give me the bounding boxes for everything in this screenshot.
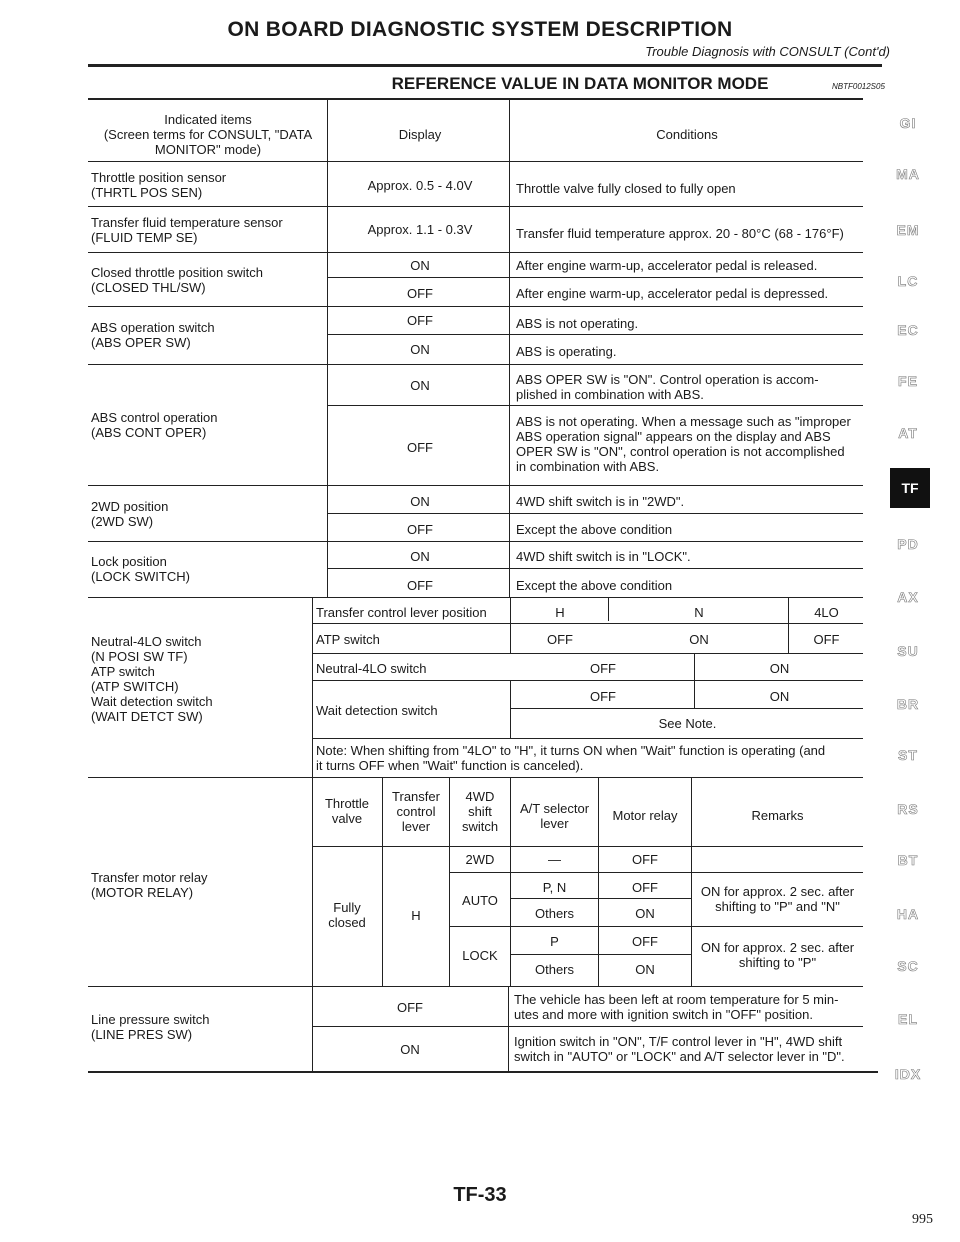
- item-abscont: ABS control operation (ABS CONT OPER): [91, 410, 218, 440]
- display-abscont-on: ON: [410, 378, 430, 393]
- motor-auto-pn-relay: OFF: [632, 880, 658, 895]
- cond-2wd-off: Except the above condition: [516, 522, 673, 537]
- section-title: REFERENCE VALUE IN DATA MONITOR MODE: [391, 74, 769, 93]
- tab-ha[interactable]: HA: [896, 906, 920, 922]
- motor-lock-p-relay: OFF: [632, 934, 658, 949]
- motor-auto: AUTO: [462, 893, 498, 908]
- wait-4lo: ON: [769, 689, 790, 704]
- motor-auto-pn: P, N: [542, 880, 567, 895]
- motor-2wd-at: —: [548, 852, 561, 867]
- motor-2wd: 2WD: [465, 852, 495, 867]
- cond-lock-on: 4WD shift switch is in "LOCK".: [516, 549, 691, 564]
- tab-ma[interactable]: MA: [896, 166, 920, 182]
- motor-2wd-relay: OFF: [632, 852, 658, 867]
- tab-fe[interactable]: FE: [898, 373, 918, 389]
- display-lock-off: OFF: [407, 578, 433, 593]
- cond-thrtl: Throttle valve fully closed to fully open: [516, 181, 736, 196]
- table-top-rule: [88, 98, 863, 100]
- atp-h: OFF: [547, 632, 573, 647]
- cond-lock-off: Except the above condition: [516, 578, 673, 593]
- atp-label: ATP switch: [316, 632, 380, 647]
- item-fluid: Transfer fluid temperature sensor (FLUID TEMP SE): [91, 215, 283, 245]
- motor-h-tcl: Transfer control lever: [392, 789, 440, 834]
- tclp-n: N: [694, 605, 704, 620]
- motor-lock-remark: ON for approx. 2 sec. after shifting to "P": [700, 940, 855, 970]
- tab-ec[interactable]: EC: [897, 322, 919, 338]
- header-conditions: Conditions: [656, 127, 718, 142]
- tab-idx[interactable]: IDX: [894, 1066, 922, 1082]
- tab-br[interactable]: BR: [896, 696, 920, 712]
- display-2wd-on: ON: [410, 494, 430, 509]
- section-code: NBTF0012S05: [832, 82, 885, 91]
- cond-2wd-on: 4WD shift switch is in "2WD".: [516, 494, 685, 509]
- item-closed: Closed throttle position switch (CLOSED THL/SW): [91, 265, 263, 295]
- motor-h-relay: Motor relay: [612, 808, 678, 823]
- tab-el[interactable]: EL: [898, 1011, 918, 1027]
- nsw-label: Neutral-4LO switch: [316, 661, 427, 676]
- motor-tcl: H: [411, 908, 421, 923]
- page-subtitle: Trouble Diagnosis with CONSULT (Cont'd): [645, 44, 890, 59]
- tab-gi[interactable]: GI: [899, 115, 917, 131]
- display-absoper-on: ON: [410, 342, 430, 357]
- cond-line-on: Ignition switch in "ON", T/F control lever in "H", 4WD shift switch in "AUTO" or "LOCK" and A/T selector lever in "D".: [514, 1034, 845, 1064]
- tab-pd[interactable]: PD: [897, 536, 919, 552]
- item-line: Line pressure switch (LINE PRES SW): [91, 1012, 210, 1042]
- motor-lock-p: P: [550, 934, 559, 949]
- motor-lock-others-relay: ON: [635, 962, 655, 977]
- cond-absoper-off: ABS is not operating.: [516, 316, 639, 331]
- display-line-off: OFF: [397, 1000, 423, 1015]
- display-line-on: ON: [400, 1042, 420, 1057]
- motor-h-remarks: Remarks: [751, 808, 804, 823]
- motor-lock-others: Others: [534, 962, 574, 977]
- nsw-4lo: ON: [769, 661, 790, 676]
- wait-label: Wait detection switch: [316, 703, 438, 718]
- header-rule: [88, 64, 882, 67]
- motor-lock: LOCK: [462, 948, 498, 963]
- cond-abscont-on: ABS OPER SW is "ON". Control operation is accom- plished in combination with ABS.: [516, 372, 819, 402]
- motor-auto-others: Others: [534, 906, 574, 921]
- cond-absoper-on: ABS is operating.: [516, 344, 617, 359]
- item-lock: Lock position (LOCK SWITCH): [91, 554, 190, 584]
- header-indicated-items: Indicated items (Screen terms for CONSULT, "DATA MONITOR" mode): [103, 112, 313, 157]
- tab-rs[interactable]: RS: [897, 801, 919, 817]
- motor-h-shift: 4WD shift switch: [461, 789, 499, 834]
- page-title: ON BOARD DIAGNOSTIC SYSTEM DESCRIPTION: [227, 18, 733, 41]
- display-abscont-off: OFF: [407, 440, 433, 455]
- display-2wd-off: OFF: [407, 522, 433, 537]
- wait-hn: OFF: [590, 689, 616, 704]
- tab-at[interactable]: AT: [898, 425, 918, 441]
- wait-note: See Note.: [658, 716, 717, 731]
- tab-su[interactable]: SU: [897, 643, 919, 659]
- tclp-label: Transfer control lever position: [316, 605, 487, 620]
- motor-h-at: A/T selector lever: [519, 801, 590, 831]
- tclp-h: H: [555, 605, 565, 620]
- cond-line-off: The vehicle has been left at room temperature for 5 min- utes and more with ignition switch in "OFF" position.: [514, 992, 839, 1022]
- item-motor: Transfer motor relay (MOTOR RELAY): [91, 870, 208, 900]
- display-absoper-off: OFF: [407, 313, 433, 328]
- tab-bt[interactable]: BT: [897, 852, 919, 868]
- cond-abscont-off: ABS is not operating. When a message such as "improper ABS operation signal" appears on the display and ABS OPER SW is "ON", control operation is not accomplished in combination with ABS.: [516, 414, 851, 474]
- neutral-note: Note: When shifting from "4LO" to "H", it turns ON when "Wait" function is operating (and it turns OFF when "Wait" function is canceled).: [316, 743, 826, 773]
- display-closed-on: ON: [410, 258, 430, 273]
- nsw-hn: OFF: [590, 661, 616, 676]
- header-display: Display: [398, 127, 442, 142]
- tab-sc[interactable]: SC: [897, 958, 919, 974]
- atp-4lo: OFF: [813, 632, 840, 647]
- tab-em[interactable]: EM: [896, 222, 920, 238]
- item-absoper: ABS operation switch (ABS OPER SW): [91, 320, 215, 350]
- cond-closed-on: After engine warm-up, accelerator pedal is released.: [516, 258, 818, 273]
- tab-tf-active[interactable]: TF: [890, 468, 930, 508]
- item-thrtl: Throttle position sensor (THRTL POS SEN): [91, 170, 227, 200]
- tab-lc[interactable]: LC: [897, 273, 919, 289]
- tab-st[interactable]: ST: [898, 747, 918, 763]
- item-neutral: Neutral-4LO switch (N POSI SW TF) ATP switch (ATP SWITCH) Wait detection switch (WAIT DETCT SW): [91, 634, 213, 724]
- item-2wd: 2WD position (2WD SW): [91, 499, 169, 529]
- display-fluid: Approx. 1.1 - 0.3V: [367, 222, 473, 237]
- tab-ax[interactable]: AX: [897, 589, 919, 605]
- motor-h-throttle: Throttle valve: [324, 796, 370, 826]
- motor-auto-remark: ON for approx. 2 sec. after shifting to "P" and "N": [700, 884, 855, 914]
- atp-n: ON: [689, 632, 709, 647]
- page-number: 995: [912, 1212, 933, 1227]
- display-lock-on: ON: [410, 549, 430, 564]
- page-label: TF-33: [453, 1184, 507, 1206]
- motor-throttle: Fully closed: [328, 900, 366, 930]
- tclp-4lo: 4LO: [814, 605, 839, 620]
- display-closed-off: OFF: [407, 286, 433, 301]
- cond-closed-off: After engine warm-up, accelerator pedal is depressed.: [516, 286, 829, 301]
- motor-auto-others-relay: ON: [635, 906, 655, 921]
- cond-fluid: Transfer fluid temperature approx. 20 - 80°C (68 - 176°F): [516, 226, 844, 241]
- display-thrtl: Approx. 0.5 - 4.0V: [367, 178, 473, 193]
